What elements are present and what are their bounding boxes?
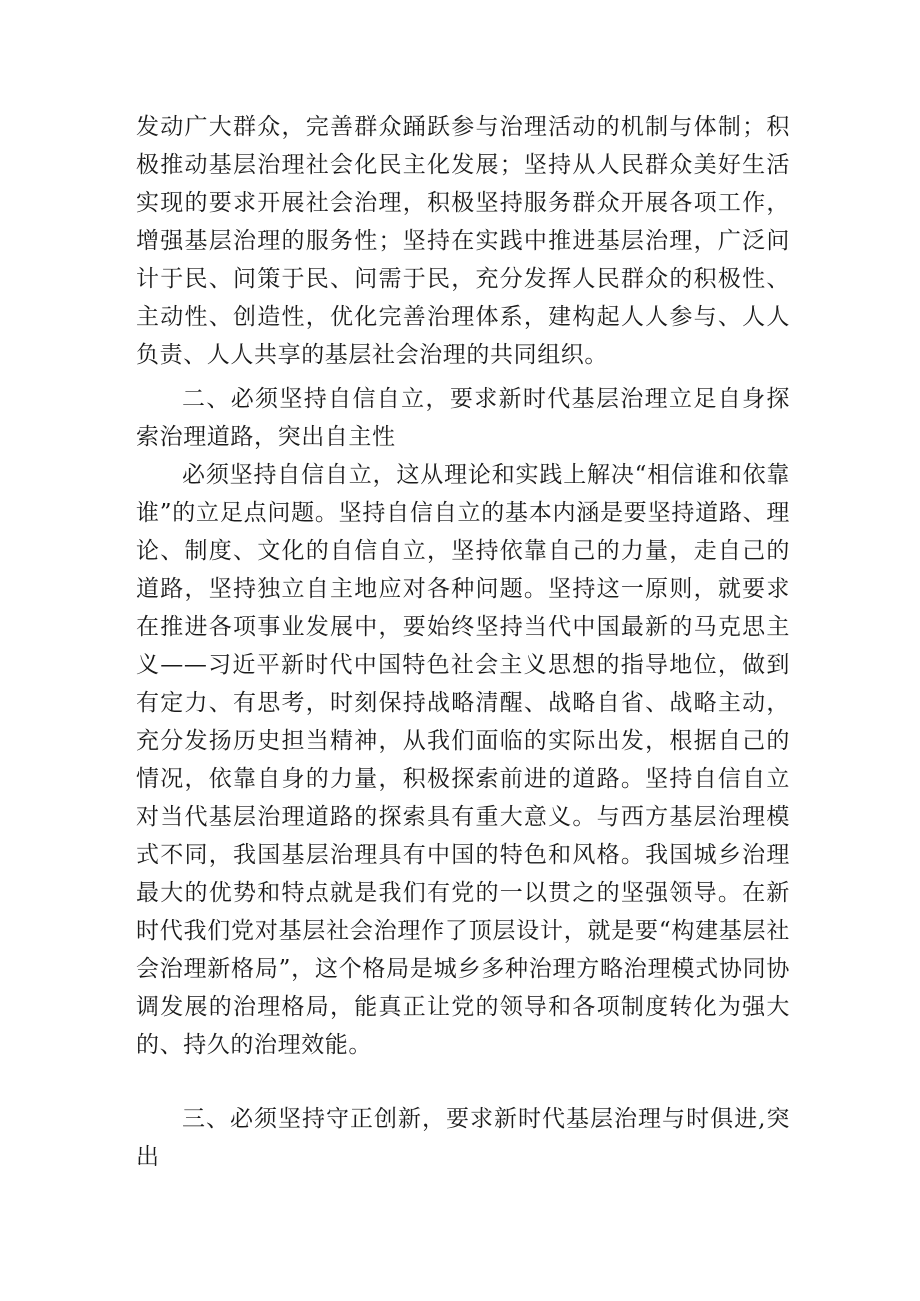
section-heading-text: 二、必须坚持自信自立，要求新时代基层治理立足自身探索治理道路，突出自主性 — [136, 386, 790, 450]
body-text: 必须坚持自信自立，这从理论和实践上解决“相信谁和依靠谁”的立足点问题。坚持自信自立的基本内涵是要坚持道路、理论、制度、文化的自信自立，坚持依靠自己的力量，走自己的道路，坚持独立自主地应对各种问题。坚持这一原则，就要求在推进各项事业发展中，要始终坚持当代中国最新的马克思主义——习近平新时代中国特色社会主义思想的指导地位，做到有定力、有思考，时刻保持战略清醒、战略自省、战略主动，充分发扬历史担当精神，从我们面临的实际出发，根据自己的情况，依靠自身的力量，积极探索前进的道路。坚持自信自立对当代基层治理道路的探索具有重大意义。与西方基层治理模式不同，我国基层治理具有中国的特色和风格。我国城乡治理最大的优势和特点就是我们有党的一以贯之的坚强领导。在新时代我们党对基层社会治理作了顶层设计，就是要“构建基层社会治理新格局”，这个格局是城乡多种治理方略治理模式协同协调发展的治理格局，能真正让党的领导和各项制度转化为强大的、持久的治理效能。 — [136, 462, 790, 1058]
paragraph-main — [136, 456, 790, 1064]
section-heading-3 — [136, 1100, 790, 1176]
paragraph-continuation — [136, 108, 790, 374]
body-text: 发动广大群众，完善群众踊跃参与治理活动的机制与体制；积极推动基层治理社会化民主化发展；坚持从人民群众美好生活实现的要求开展社会治理，积极坚持服务群众开展各项工作，增强基层治理的服务性；坚持在实践中推进基层治理，广泛问计于民、问策于民、问需于民，充分发挥人民群众的积极性、主动性、创造性，优化完善治理体系，建构起人人参与、人人负责、人人共享的基层社会治理的共同组织。 — [136, 114, 790, 368]
section-heading-text: 三、必须坚持守正创新，要求新时代基层治理与时俱进,突出 — [136, 1106, 790, 1170]
section-heading-2 — [136, 380, 790, 456]
